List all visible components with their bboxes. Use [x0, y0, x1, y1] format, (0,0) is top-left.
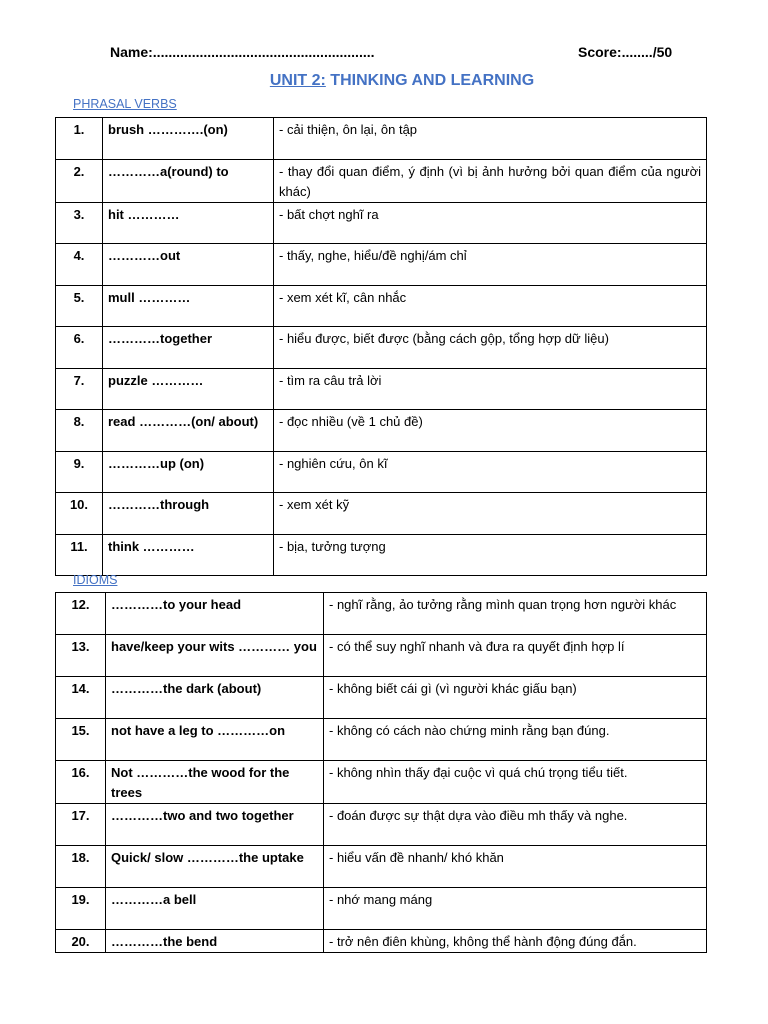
row-number: 19. — [56, 888, 106, 930]
row-term: Not …………the wood for the trees — [106, 761, 324, 804]
name-field: Name:......................................................... — [110, 44, 375, 60]
row-term: puzzle ………… — [103, 368, 274, 410]
phrasal-verbs-table — [55, 117, 707, 576]
row-meaning: - trở nên điên khùng, không thể hành động đúng đắn. — [324, 930, 707, 953]
unit-number: UNIT 2: — [269, 72, 326, 89]
score-field: Score:......../50 — [578, 44, 673, 60]
row-meaning: - xem xét kĩ, cân nhắc — [274, 285, 707, 327]
row-meaning: - nhớ mang máng — [324, 888, 707, 930]
row-meaning: - nghiên cứu, ôn kĩ — [274, 451, 707, 493]
table-row — [56, 202, 707, 244]
table-row — [56, 410, 707, 452]
row-number: 3. — [56, 202, 103, 244]
page-title — [0, 72, 768, 90]
row-term: brush ………….(on) — [103, 118, 274, 160]
row-meaning: - đọc nhiều (về 1 chủ đề) — [274, 410, 707, 452]
row-number: 4. — [56, 244, 103, 286]
phrasal-verbs-heading: PHRASAL VERBS — [73, 97, 177, 111]
row-meaning: - đoán được sự thật dựa vào điều mh thấy và nghe. — [324, 804, 707, 846]
row-meaning: - hiểu vấn đề nhanh/ khó khăn — [324, 846, 707, 888]
row-number: 11. — [56, 534, 103, 576]
row-number: 8. — [56, 410, 103, 452]
row-meaning: - bịa, tưởng tượng — [274, 534, 707, 576]
row-number: 6. — [56, 327, 103, 369]
row-number: 14. — [56, 677, 106, 719]
table-row — [56, 118, 707, 160]
table-row — [56, 888, 707, 930]
row-term: mull ………… — [103, 285, 274, 327]
row-term: have/keep your wits ………… you — [106, 635, 324, 677]
row-number: 5. — [56, 285, 103, 327]
worksheet-header — [0, 44, 768, 64]
table-row — [56, 244, 707, 286]
idioms-heading: IDIOMS — [73, 573, 118, 587]
table-row — [56, 804, 707, 846]
row-number: 13. — [56, 635, 106, 677]
table-row — [56, 159, 707, 202]
row-term: …………a bell — [106, 888, 324, 930]
row-meaning: - bất chợt nghĩ ra — [274, 202, 707, 244]
row-number: 16. — [56, 761, 106, 804]
row-number: 15. — [56, 719, 106, 761]
row-meaning: - có thể suy nghĩ nhanh và đưa ra quyết định hợp lí — [324, 635, 707, 677]
row-meaning: - không nhìn thấy đại cuộc vì quá chú trọng tiểu tiết. — [324, 761, 707, 804]
unit-title: THINKING AND LEARNING — [325, 72, 535, 89]
table-row — [56, 930, 707, 953]
row-number: 2. — [56, 159, 103, 202]
idioms-table — [55, 592, 707, 953]
table-row — [56, 677, 707, 719]
row-number: 7. — [56, 368, 103, 410]
row-meaning: - cải thiện, ôn lại, ôn tập — [274, 118, 707, 160]
row-term: …………a(round) to — [103, 159, 274, 202]
row-term: …………out — [103, 244, 274, 286]
row-number: 18. — [56, 846, 106, 888]
row-term: read …………(on/ about) — [103, 410, 274, 452]
row-term: …………the bend — [106, 930, 324, 953]
row-meaning: - thấy, nghe, hiểu/đề nghị/ám chỉ — [274, 244, 707, 286]
row-meaning: - tìm ra câu trả lời — [274, 368, 707, 410]
table-row — [56, 593, 707, 635]
row-term: …………to your head — [106, 593, 324, 635]
row-meaning: - hiểu được, biết được (bằng cách gộp, tổng hợp dữ liệu) — [274, 327, 707, 369]
row-meaning: - không có cách nào chứng minh rằng bạn đúng. — [324, 719, 707, 761]
row-term: …………two and two together — [106, 804, 324, 846]
row-meaning: - thay đổi quan điểm, ý định (vì bị ảnh hưởng bởi quan điểm của người khác) — [274, 159, 707, 202]
row-term: not have a leg to …………on — [106, 719, 324, 761]
table-row — [56, 451, 707, 493]
row-term: …………through — [103, 493, 274, 535]
row-term: hit ………… — [103, 202, 274, 244]
row-term: think ………… — [103, 534, 274, 576]
row-number: 1. — [56, 118, 103, 160]
row-meaning: - nghĩ rằng, ảo tưởng rằng mình quan trọng hơn người khác — [324, 593, 707, 635]
table-row — [56, 761, 707, 804]
row-number: 10. — [56, 493, 103, 535]
row-term: …………together — [103, 327, 274, 369]
row-number: 20. — [56, 930, 106, 953]
row-number: 12. — [56, 593, 106, 635]
row-meaning: - không biết cái gì (vì người khác giấu bạn) — [324, 677, 707, 719]
row-meaning: - xem xét kỹ — [274, 493, 707, 535]
table-row — [56, 327, 707, 369]
row-term: …………up (on) — [103, 451, 274, 493]
table-row — [56, 719, 707, 761]
table-row — [56, 534, 707, 576]
table-row — [56, 493, 707, 535]
row-term: …………the dark (about) — [106, 677, 324, 719]
table-row — [56, 368, 707, 410]
row-number: 9. — [56, 451, 103, 493]
row-number: 17. — [56, 804, 106, 846]
row-term: Quick/ slow …………the uptake — [106, 846, 324, 888]
table-row — [56, 635, 707, 677]
table-row — [56, 285, 707, 327]
table-row — [56, 846, 707, 888]
